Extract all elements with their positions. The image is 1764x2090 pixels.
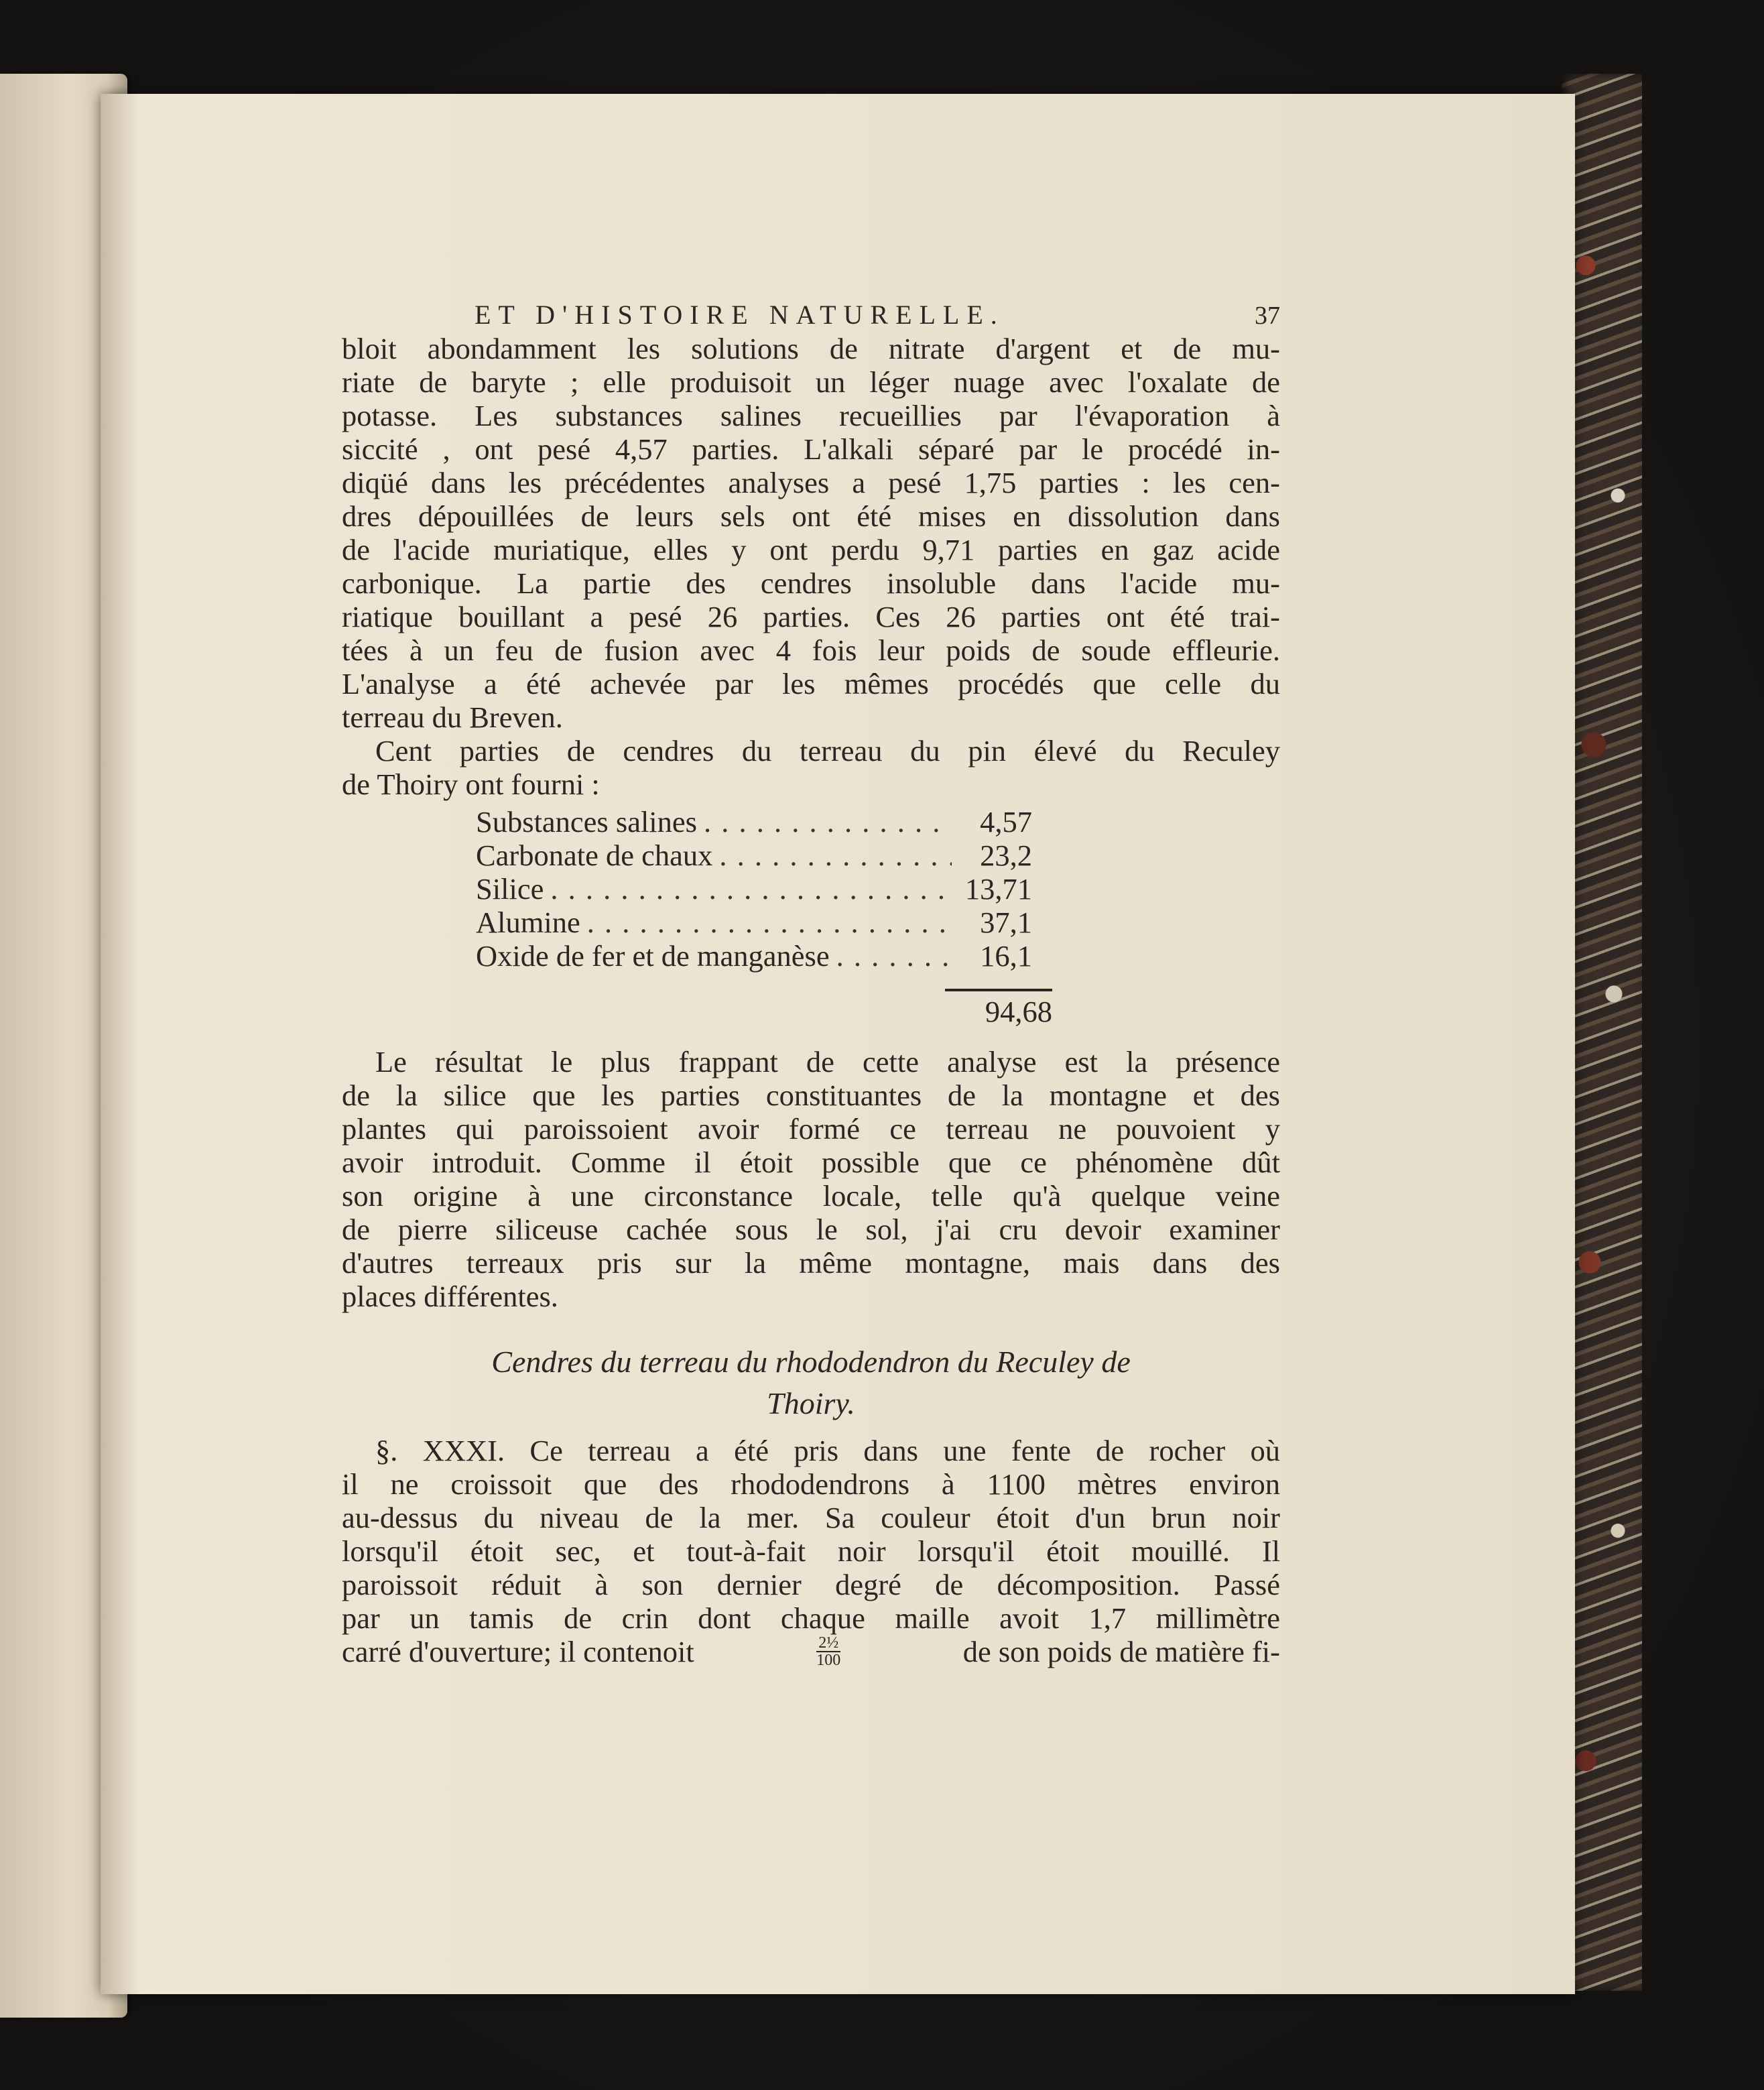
table-row [476,906,1032,939]
table-row-value: 16,1 [980,939,1032,973]
text-line: diqüé dans les précédentes analyses a pesé 1,75 parties : les cen- [342,466,1280,499]
text-line: d'autres terreaux pris sur la même montagne, mais dans des [342,1246,1280,1280]
table-row-label: Oxide de fer et de manganèse [476,939,830,973]
text-fragment: de son poids de matière fi- [962,1635,1280,1668]
text-line: au-dessus du niveau de la mer. Sa couleur étoit d'un brun noir [342,1501,1280,1534]
gutter-shadow [101,94,141,1994]
text-line-with-fraction [342,1635,1280,1668]
text-line: terreau du Breven. [342,700,563,734]
table-row-value: 23,2 [980,839,1032,872]
running-head-title: ET D'HISTOIRE NATURELLE. [475,300,1005,330]
text-line: places différentes. [342,1280,558,1313]
paragraph-4 [342,1434,1280,1668]
text-line: son origine à une circonstance locale, telle qu'à quelque veine [342,1179,1280,1213]
leader-dots [704,805,952,839]
leader-dots [550,872,952,906]
text-line: L'analyse a été achevée par les mêmes procédés que celle du [342,667,1280,700]
section-heading-line-1: Cendres du terreau du rhododendron du Reculey de [491,1345,1131,1379]
text-line: plantes qui paroissoient avoir formé ce terreau ne pouvoient y [342,1112,1280,1146]
text-line: paroissoit réduit à son dernier degré de décomposition. Passé [342,1568,1280,1601]
table-row [476,839,1032,872]
text-line: tées à un feu de fusion avec 4 fois leur poids de soude effleurie. [342,633,1280,667]
paragraph-1 [342,332,1280,734]
table-row-value: 37,1 [980,906,1032,939]
fraction [816,1635,840,1668]
table-row [476,872,1032,906]
text-line: de pierre siliceuse cachée sous le sol, j'ai cru devoir examiner [342,1213,1280,1246]
fraction-numerator: 2½ [816,1635,840,1652]
paragraph-3 [342,1045,1280,1313]
table-row-label: Carbonate de chaux [476,839,713,872]
table-row [476,805,1032,839]
text-line: de Thoiry ont fourni : [342,767,600,801]
text-line: bloit abondamment les solutions de nitrate d'argent et de mu- [342,332,1280,365]
text-line: potasse. Les substances salines recueillies par l'évaporation à [342,399,1280,432]
text-line: de l'acide muriatique, elles y ont perdu 9,71 parties en gaz acide [342,533,1280,566]
leader-dots [587,906,952,939]
text-line: riatique bouillant a pesé 26 parties. Ces 26 parties ont été trai- [342,600,1280,633]
text-fragment: carré d'ouverture; il contenoit [342,1635,694,1668]
table-row-label: Substances salines [476,805,697,839]
text-line: lorsqu'il étoit sec, et tout-à-fait noir lorsqu'il étoit mouillé. Il [342,1534,1280,1568]
paragraph-2 [342,734,1280,801]
text-line: Le résultat le plus frappant de cette analyse est la présence [375,1045,1280,1079]
section-heading-line-2: Thoiry. [767,1386,855,1420]
running-head [342,298,1280,332]
table-total: 94,68 [985,995,1052,1028]
table-row-label: Silice [476,872,544,906]
text-line: il ne croissoit que des rhododendrons à 1100 mètres environ [342,1467,1280,1501]
page-text [342,298,1280,1668]
text-line: §. XXXI. Ce terreau a été pris dans une fente de rocher où [375,1434,1280,1467]
fraction-denominator: 100 [816,1652,841,1669]
text-line: siccité , ont pesé 4,57 parties. L'alkali séparé par le procédé in- [342,432,1280,466]
text-line: par un tamis de crin dont chaque maille avoit 1,7 millimètre [342,1601,1280,1635]
text-line: riate de baryte ; elle produisoit un léger nuage avec l'oxalate de [342,365,1280,399]
text-line: dres dépouillées de leurs sels ont été mises en dissolution dans [342,499,1280,533]
composition-table [476,805,1032,973]
leader-dots [836,939,952,973]
table-row [476,939,1032,973]
table-row-label: Alumine [476,906,580,939]
table-row-value: 4,57 [980,805,1032,839]
text-line: de la silice que les parties constituantes de la montagne et des [342,1079,1280,1112]
text-line: Cent parties de cendres du terreau du pin élevé du Reculey [375,734,1280,767]
text-line: carbonique. La partie des cendres insoluble dans l'acide mu- [342,566,1280,600]
table-row-value: 13,71 [964,872,1032,906]
leader-dots [719,839,952,872]
text-line: avoir introduit. Comme il étoit possible que ce phénomène dût [342,1146,1280,1179]
page-number: 37 [1255,302,1280,330]
